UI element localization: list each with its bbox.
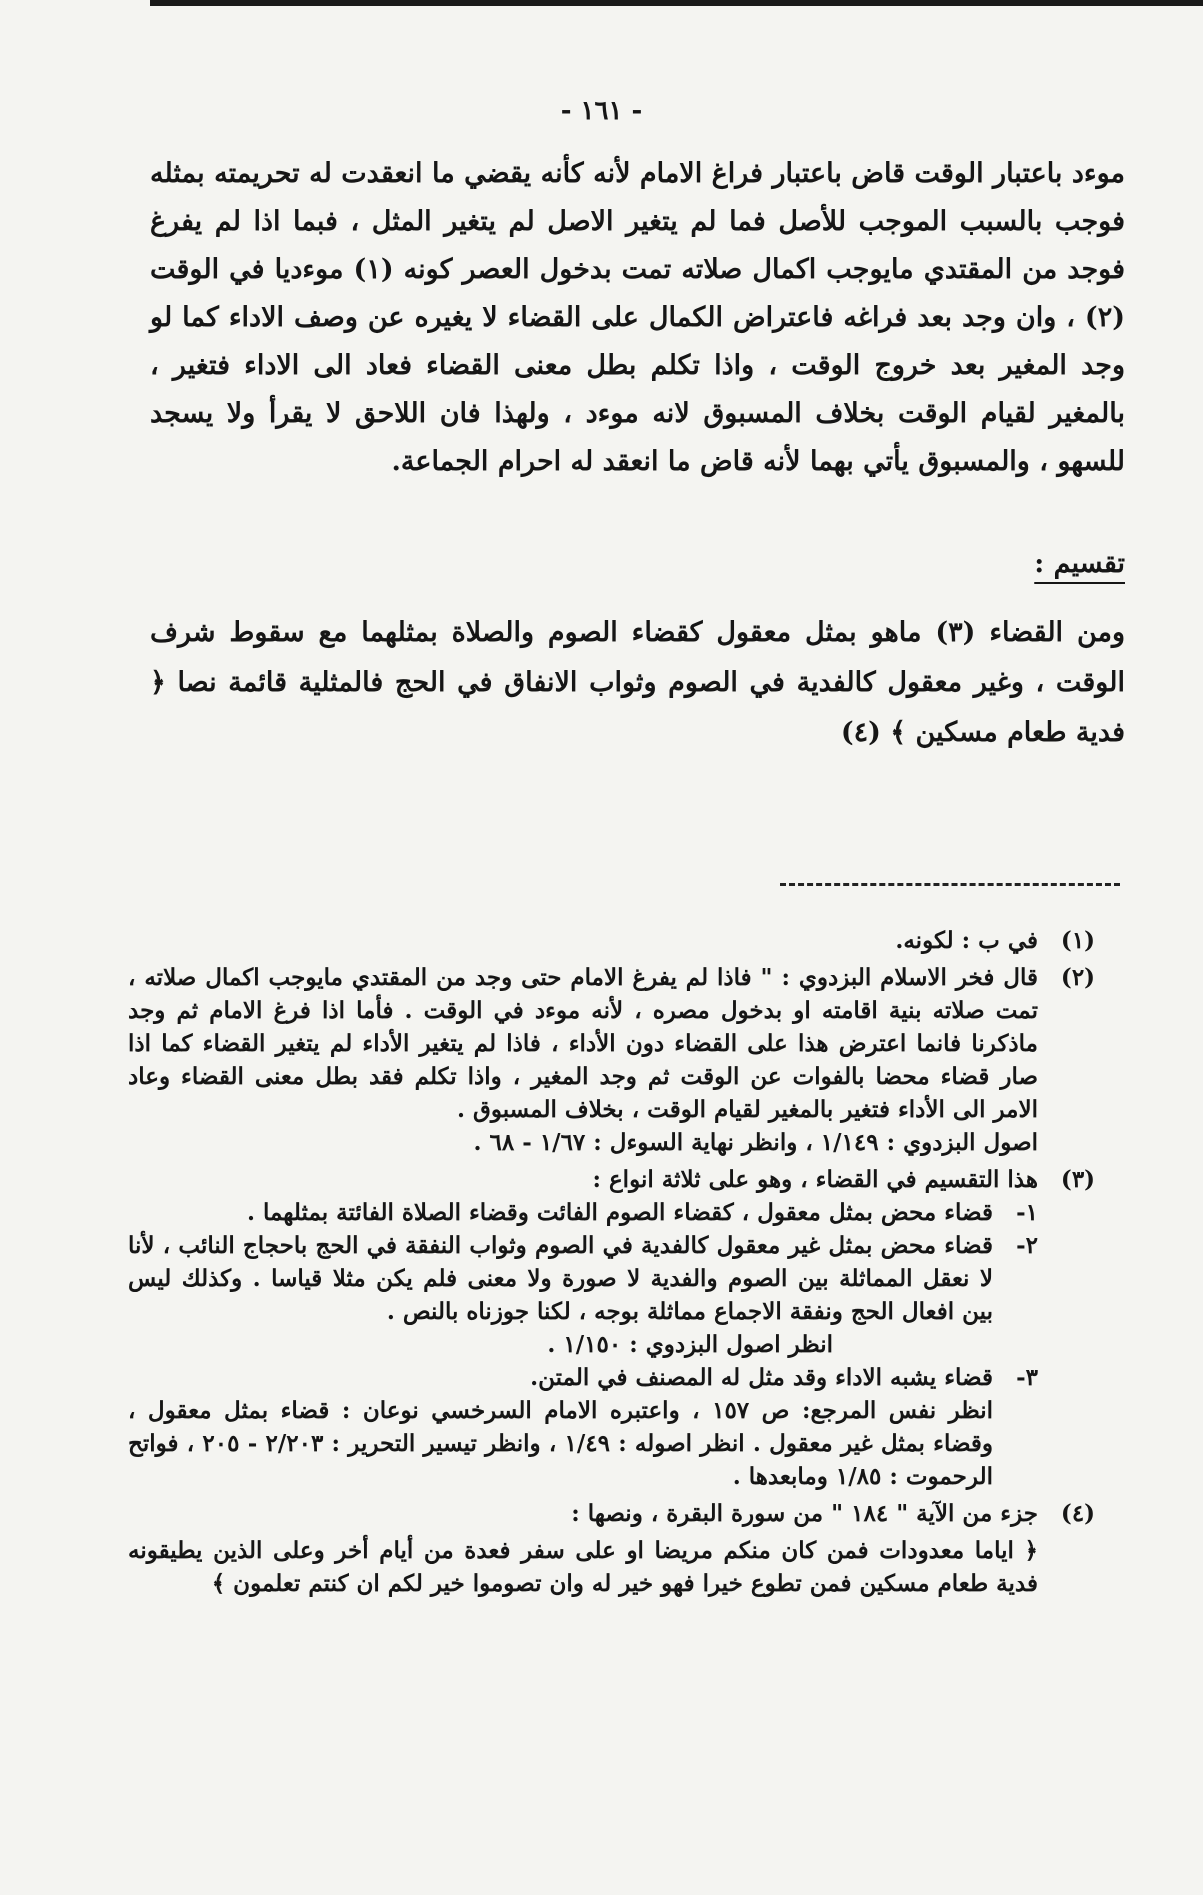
subitem-body [128, 1229, 993, 1361]
subitem-number: ٢- [1016, 1232, 1038, 1259]
top-rule [150, 0, 1203, 6]
footnote-subitem-3 [128, 1361, 1038, 1493]
footnote-body [128, 1497, 1038, 1600]
footnote-intro: هذا التقسيم في القضاء ، وهو على ثلاثة انواع : [592, 1166, 1038, 1193]
footnote-number: (٤) [1060, 1500, 1096, 1527]
footnote-subitem-1 [128, 1196, 1038, 1229]
footnote-number: (١) [1060, 927, 1096, 954]
section-paragraph: ومن القضاء (٣) ماهو بمثل معقول كقضاء الصوم والصلاة بمثلهما مع سقوط شرف الوقت ، وغير معقول كالفدية في الصوم وثواب الانفاق في الحج فالمثلية قائمة نصا ﴿ فدية طعام مسكين ﴾ (٤) [150, 617, 1125, 748]
subitem-body [128, 1361, 993, 1493]
footnote-line: اصول البزدوي : ١/١٤٩ ، وانظر نهاية السوءل : ١/٦٧ - ٦٨ . [473, 1129, 1038, 1156]
subitem-line: قضاء محض بمثل غير معقول كالفدية في الصوم وثواب النفقة في الحج باحجاج النائب ، لأنا لا نعقل المماثلة بين الصوم والفدية لا صورة ولا معنى فلم يكن مثلا قياسا . وكذلك ليس بين افعال الحج ونفقة الاجماع مماثلة بوجه ، لكنا جوزناه بالنص . [128, 1232, 993, 1325]
footnote-body [128, 1163, 1038, 1493]
footnote-1 [128, 924, 1118, 957]
subitem-number: ٣- [1016, 1364, 1038, 1391]
footnote-2 [128, 961, 1118, 1159]
footnote-number: (٣) [1060, 1166, 1096, 1193]
footnote-line: قال فخر الاسلام البزدوي : " فاذا لم يفرغ الامام حتى وجد من المقتدي مايوجب اكمال صلاته ، تمت صلاته بنية اقامته او بدخول مصره ، لأنه موءد في الوقت . فأما اذا فرغ الامام ثم وجد ماذكرنا فانما اعترض هذا على القضاء دون الأداء ، فاذا لم يتغير الأداء لم يتغير القضاء كما اذا صار قضاء محضا بالفوات عن الوقت ثم وجد المغير ، واذا تكلم فقد بطل معنى القضاء وعاد الامر الى الأداء فتغير بالمغير لقيام الوقت ، بخلاف المسبوق . [128, 964, 1038, 1123]
page-number: - ١٦١ - [560, 96, 643, 126]
section-text [150, 608, 1125, 758]
footnote-subitem-2 [128, 1229, 1038, 1361]
subitem-line: انظر نفس المرجع: ص ١٥٧ ، واعتبره الامام السرخسي نوعان : قضاء بمثل معقول ، وقضاء بمثل غير معقول . انظر اصوله : ١/٤٩ ، وانظر تيسير التحرير : ٢/٢٠٣ - ٢٠٥ ، فواتح الرحموت : ١/٨٥ ومابعدها . [128, 1397, 994, 1490]
quran-verse: ﴿ اياما معدودات فمن كان منكم مريضا او على سفر فعدة من أيام أخر وعلى الذين يطيقونه فدية طعام مسكين فمن تطوع خيرا فهو خير له وان تصوموا خير لكم ان كنتم تعلمون ﴾ [128, 1537, 1038, 1597]
section-heading: تقسيم : [1034, 548, 1125, 579]
footnote-4 [128, 1497, 1118, 1600]
subitem-body [128, 1196, 993, 1229]
subitem-reference: انظر اصول البزدوي : ١/١٥٠ . [547, 1331, 833, 1358]
footnote-3 [128, 1163, 1118, 1493]
subitem-line: قضاء يشبه الاداء وقد مثل له المصنف في المتن. [530, 1364, 993, 1391]
footnote-line: في ب : لكونه. [895, 927, 1038, 954]
footnote-line: جزء من الآية " ١٨٤ " من سورة البقرة ، ونصها : [571, 1500, 1038, 1527]
main-paragraph: موءد باعتبار الوقت قاض باعتبار فراغ الامام لأنه كأنه يقضي ما انعقدت له تحريمته بمثله فوجب بالسبب الموجب للأصل فما لم يتغير الاصل لم يتغير المثل ، فبما اذا لم يفرغ فوجد من المقتدي مايوجب اكمال صلاته تمت بدخول العصر كونه (١) موءديا في الوقت (٢) ، وان وجد بعد فراغه فاعتراض الكمال على القضاء لا يغيره عن وصف الاداء كما لو وجد المغير بعد خروج الوقت ، واذا تكلم بطل معنى القضاء فعاد الى الاداء فتغير ، بالمغير لقيام الوقت بخلاف المسبوق لانه موءد ، ولهذا فان اللاحق لا يقرأ ولا يسجد للسهو ، والمسبوق يأتي بهما لأنه قاض ما انعقد له احرام الجماعة. [150, 158, 1125, 477]
footnote-number: (٢) [1060, 964, 1096, 991]
subitem-number: ١- [1016, 1199, 1038, 1226]
footnote-body [128, 961, 1038, 1159]
footnote-body [128, 924, 1038, 957]
footnote-separator [780, 883, 1120, 886]
subitem-line: قضاء محض بمثل معقول ، كقضاء الصوم الفائت وقضاء الصلاة الفائتة بمثلهما . [246, 1199, 993, 1226]
main-text [150, 150, 1125, 486]
footnotes [128, 924, 1118, 1604]
